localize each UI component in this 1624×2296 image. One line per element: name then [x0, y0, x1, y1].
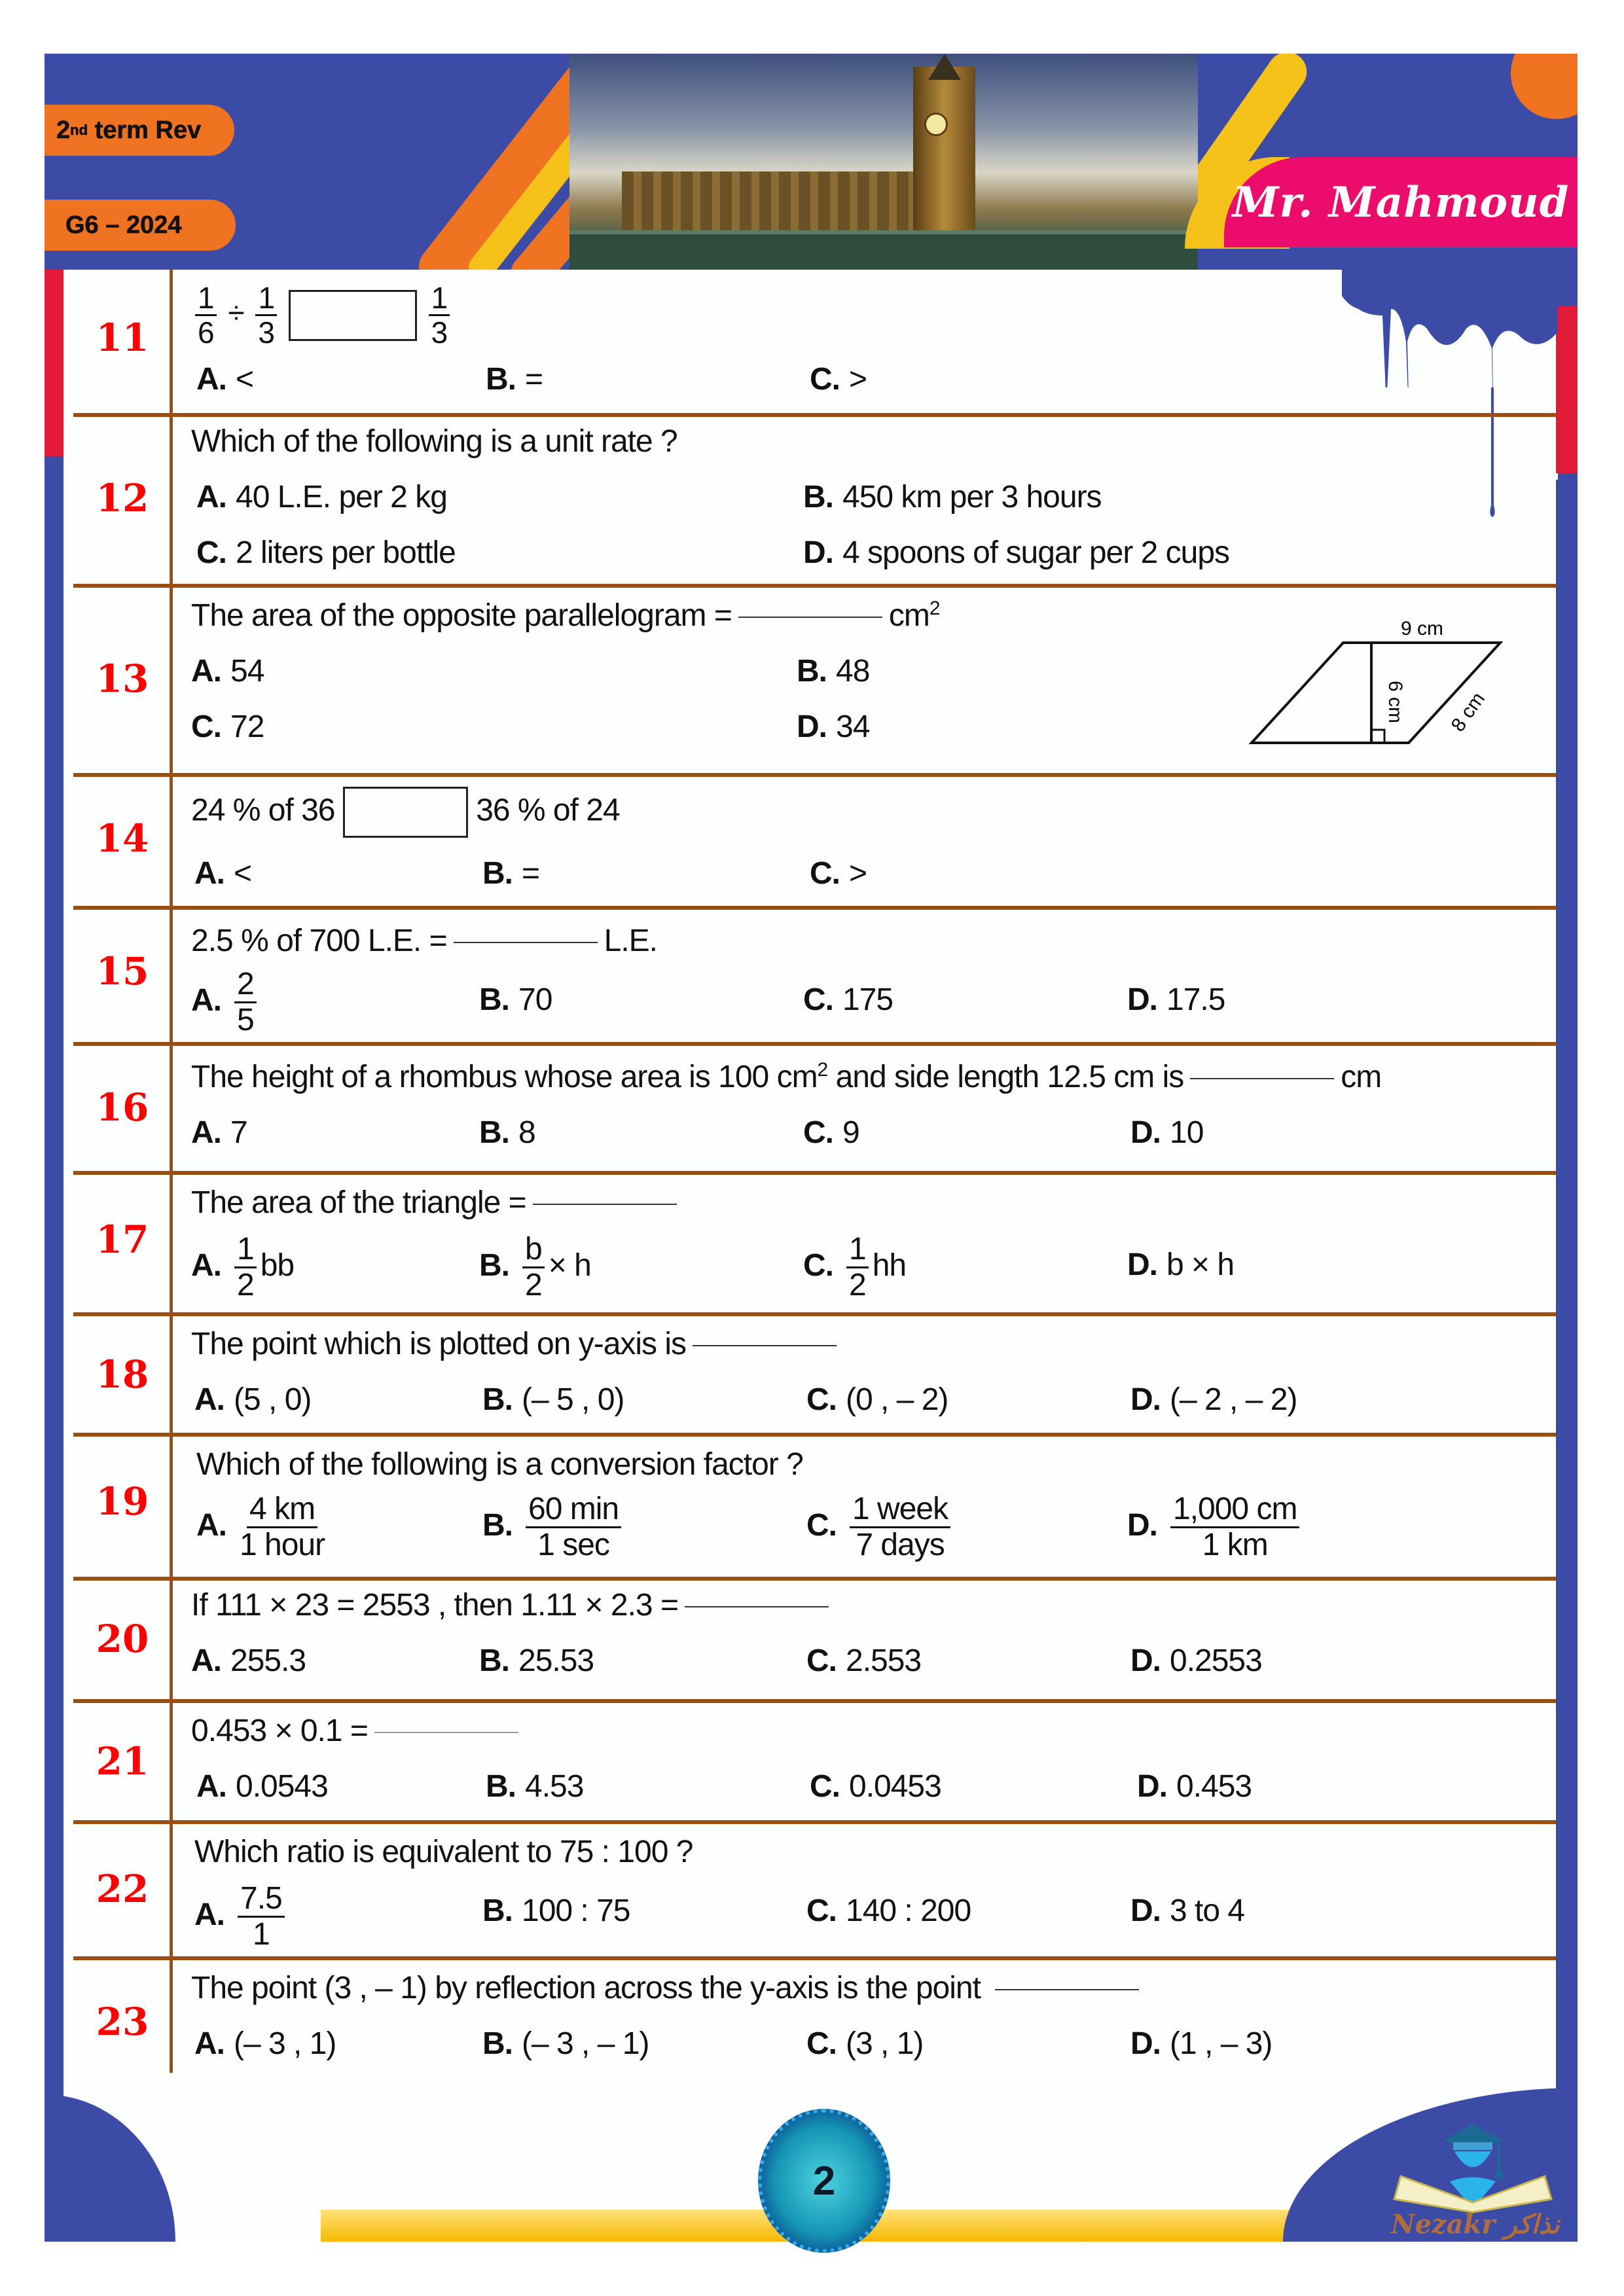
denominator: 5 — [237, 1003, 254, 1037]
numerator: 4 km — [247, 1494, 317, 1528]
question-row-18 — [73, 1313, 1556, 1433]
teacher-name-banner — [1224, 157, 1578, 247]
page-number: 2 — [812, 2158, 836, 2204]
question-stem — [191, 598, 940, 634]
option-d[interactable] — [1130, 2026, 1272, 2062]
option-letter: C. — [803, 1115, 833, 1150]
clock-face-icon — [924, 113, 948, 136]
option-text: 4.53 — [525, 1769, 584, 1804]
option-b[interactable] — [482, 1382, 624, 1418]
fraction — [238, 1883, 285, 1950]
option-c[interactable] — [803, 1115, 859, 1151]
option-c[interactable] — [806, 1643, 921, 1679]
stem-text: and side length 12.5 cm is — [827, 1060, 1184, 1094]
stem-text: The area of the triangle = — [191, 1185, 526, 1220]
answer-box[interactable] — [343, 787, 468, 838]
question-row-15 — [73, 906, 1556, 1043]
option-b[interactable] — [479, 1234, 591, 1301]
denominator: 2 — [237, 1268, 254, 1302]
left-bar-red — [45, 270, 63, 456]
question-row-17 — [73, 1172, 1556, 1313]
answer-blank[interactable] — [1190, 1078, 1334, 1079]
numerator: 1 week — [850, 1494, 950, 1528]
option-letter: C. — [196, 535, 226, 570]
fraction — [1170, 1494, 1299, 1561]
term-label-badge — [45, 105, 234, 156]
option-text: 4 spoons of sugar per 2 cups — [842, 535, 1230, 570]
question-stem — [191, 1713, 525, 1749]
option-c[interactable] — [806, 2026, 923, 2062]
option-text: b × h — [1166, 1247, 1235, 1282]
option-d[interactable] — [1127, 1494, 1303, 1561]
option-letter: C. — [803, 1248, 833, 1283]
question-stem — [191, 787, 620, 838]
denominator: 6 — [198, 315, 214, 350]
base-label: 9 cm — [1401, 618, 1444, 639]
option-text: > — [849, 856, 867, 891]
option-letter: A. — [196, 1769, 226, 1804]
option-c[interactable] — [806, 1494, 954, 1561]
stem-text: The point which is plotted on y-axis is — [191, 1327, 687, 1361]
option-c[interactable] — [806, 1382, 948, 1418]
question-stem: Which of the following is a conversion factor ? — [196, 1447, 803, 1482]
fraction — [846, 1234, 869, 1301]
denominator: 2 — [525, 1268, 542, 1302]
numerator: 1 — [429, 283, 450, 316]
fraction — [255, 283, 277, 348]
option-b[interactable] — [482, 855, 539, 891]
option-text: = — [525, 362, 543, 397]
option-c[interactable] — [806, 1893, 971, 1929]
option-c[interactable] — [810, 855, 867, 891]
option-text: < — [234, 856, 252, 891]
option-letter: D. — [1127, 1247, 1157, 1282]
option-letter: C. — [806, 1382, 837, 1417]
option-letter: B. — [479, 1643, 509, 1678]
fraction — [240, 1494, 325, 1561]
option-d[interactable] — [1127, 1247, 1234, 1283]
denominator: 7 days — [856, 1528, 945, 1562]
answer-blank[interactable] — [533, 1204, 677, 1205]
option-text: 70 — [518, 982, 552, 1017]
option-text: 2.553 — [846, 1643, 922, 1678]
option-c[interactable] — [810, 361, 867, 397]
option-letter: A. — [191, 1248, 221, 1283]
option-letter: D. — [1130, 1893, 1161, 1928]
option-letter: C. — [810, 1769, 840, 1804]
option-b[interactable] — [797, 653, 869, 689]
option-letter: B. — [479, 1248, 509, 1283]
question-row-14 — [73, 774, 1556, 906]
stem-left: 24 % of 36 — [191, 793, 335, 828]
option-letter: A. — [191, 1643, 221, 1678]
option-b[interactable] — [486, 1768, 583, 1804]
option-letter: C. — [806, 1893, 837, 1928]
option-letter: B. — [797, 654, 827, 689]
question-stem — [191, 1326, 843, 1362]
unit: cm — [1341, 1060, 1382, 1094]
answer-blank[interactable] — [995, 1989, 1139, 1990]
option-letter: C. — [806, 1643, 837, 1678]
question-stem — [191, 1587, 835, 1623]
question-number: 20 — [96, 1617, 149, 1661]
option-a[interactable] — [196, 361, 253, 397]
option-text: hh — [872, 1248, 907, 1283]
question-row-22 — [73, 1821, 1556, 1957]
option-a[interactable] — [191, 1115, 247, 1151]
question-number: 18 — [96, 1352, 149, 1397]
option-letter: D. — [797, 709, 827, 744]
nezakr-logo-text: Nezakr نذاكر — [1391, 2209, 1560, 2240]
option-text: (0 , – 2) — [846, 1382, 948, 1417]
option-letter: D. — [1137, 1769, 1167, 1804]
option-text: 0.2553 — [1170, 1643, 1262, 1678]
numerator: 2 — [234, 969, 257, 1003]
question-row-19 — [73, 1433, 1556, 1577]
numerator: 7.5 — [238, 1883, 285, 1918]
height-label: 6 cm — [1384, 681, 1406, 724]
option-d[interactable] — [797, 709, 869, 745]
option-text: 25.53 — [518, 1643, 594, 1678]
numerator: 1,000 cm — [1170, 1494, 1299, 1528]
option-letter: B. — [803, 480, 833, 514]
option-d[interactable] — [803, 535, 1229, 571]
option-text: 34 — [836, 709, 870, 744]
option-letter: B. — [482, 2026, 513, 2061]
question-row-20 — [73, 1577, 1556, 1700]
option-letter: A. — [191, 1115, 221, 1150]
option-text: (1 , – 3) — [1170, 2026, 1272, 2061]
stem-text: If 111 × 23 = 2553 , then 1.11 × 2.3 = — [191, 1588, 678, 1623]
question-stem — [191, 1185, 683, 1221]
question-stem — [191, 283, 454, 348]
denominator: 1 — [253, 1917, 270, 1952]
answer-box[interactable] — [289, 290, 417, 341]
option-text: 54 — [230, 654, 264, 689]
option-d[interactable] — [1137, 1768, 1252, 1804]
right-angle-marker — [1371, 730, 1384, 743]
numerator: 1 — [255, 283, 277, 316]
option-text: (– 5 , 0) — [522, 1382, 624, 1417]
option-text: 450 km per 3 hours — [842, 480, 1102, 514]
answer-blank[interactable] — [738, 617, 882, 618]
bridge — [569, 230, 1198, 270]
option-letter: A. — [194, 1382, 225, 1417]
answer-blank[interactable] — [693, 1345, 837, 1346]
term-suffix: nd — [70, 122, 88, 138]
question-stem — [191, 1059, 1381, 1095]
option-text: 72 — [230, 709, 264, 744]
fraction — [850, 1494, 950, 1561]
option-c[interactable] — [803, 982, 893, 1018]
option-letter: C. — [191, 709, 221, 744]
grade-label-badge — [45, 200, 236, 251]
option-text: 7 — [230, 1115, 247, 1150]
option-letter: C. — [810, 362, 840, 397]
stem-text: The height of a rhombus whose area is 100 cm — [191, 1060, 818, 1094]
option-text: 0.0543 — [236, 1769, 328, 1804]
option-letter: C. — [806, 1508, 837, 1543]
option-text: 48 — [836, 654, 870, 689]
denominator: 2 — [849, 1268, 866, 1302]
option-text: 140 : 200 — [846, 1893, 971, 1928]
right-bar-red — [1556, 306, 1578, 473]
option-text: (5 , 0) — [234, 1382, 312, 1417]
denominator: 1 hour — [240, 1528, 325, 1562]
option-letter: D. — [1130, 2026, 1161, 2061]
option-a[interactable] — [191, 969, 261, 1036]
option-text: (– 3 , 1) — [234, 2026, 336, 2061]
question-number: 16 — [96, 1085, 149, 1130]
parallelogram-diagram — [1211, 602, 1538, 753]
option-letter: A. — [196, 362, 226, 397]
fraction — [234, 969, 257, 1036]
answer-blank[interactable] — [685, 1606, 829, 1607]
answer-blank[interactable] — [454, 942, 598, 943]
option-letter: B. — [482, 1508, 513, 1543]
option-letter: B. — [479, 982, 509, 1017]
option-d[interactable] — [1127, 982, 1225, 1018]
fraction — [234, 1234, 257, 1301]
option-a[interactable] — [196, 479, 447, 515]
question-row-23 — [73, 1957, 1556, 2075]
fraction — [429, 283, 450, 348]
option-text: 10 — [1170, 1115, 1204, 1150]
option-d[interactable] — [1130, 1643, 1262, 1679]
option-letter: D. — [803, 535, 833, 570]
answer-blank[interactable] — [374, 1732, 518, 1733]
option-letter: A. — [194, 2026, 225, 2061]
fraction — [526, 1494, 621, 1561]
left-bar-blue — [45, 465, 63, 2242]
option-a[interactable] — [194, 2026, 336, 2062]
question-row-11 — [73, 270, 1556, 414]
question-stem: Which of the following is a unit rate ? — [191, 424, 677, 459]
question-number: 12 — [96, 476, 149, 520]
option-letter: B. — [482, 1893, 513, 1928]
option-c[interactable] — [191, 709, 264, 745]
option-a[interactable] — [196, 1494, 329, 1561]
option-text: 8 — [518, 1115, 535, 1150]
option-letter: B. — [486, 362, 516, 397]
option-letter: D. — [1127, 1508, 1157, 1543]
option-letter: A. — [194, 856, 225, 891]
option-text: 9 — [842, 1115, 859, 1150]
unit-exponent: 2 — [929, 598, 940, 619]
option-text: bb — [260, 1248, 295, 1283]
option-b[interactable] — [803, 479, 1102, 515]
option-b[interactable] — [479, 982, 552, 1018]
option-letter: B. — [482, 856, 513, 891]
option-letter: A. — [196, 1508, 226, 1543]
operator: ÷ — [228, 295, 244, 330]
option-letter: D. — [1130, 1115, 1161, 1150]
question-number: 23 — [96, 2000, 149, 2044]
option-c[interactable] — [196, 535, 456, 571]
option-letter: C. — [810, 856, 840, 891]
option-text: < — [236, 362, 254, 397]
option-letter: B. — [479, 1115, 509, 1150]
option-b[interactable] — [482, 2026, 649, 2062]
option-text: > — [849, 362, 867, 397]
question-row-12 — [73, 414, 1556, 584]
option-c[interactable] — [810, 1768, 941, 1804]
option-letter: D. — [1130, 1643, 1161, 1678]
term-text: term Rev — [88, 116, 202, 144]
option-letter: A. — [196, 480, 226, 514]
question-row-16 — [73, 1043, 1556, 1172]
option-letter: A. — [191, 654, 221, 689]
numerator: 1 — [195, 283, 217, 316]
option-d[interactable] — [1130, 1893, 1244, 1929]
option-text: 17.5 — [1166, 982, 1225, 1017]
option-b[interactable] — [482, 1893, 630, 1929]
option-text: 255.3 — [230, 1643, 306, 1678]
question-number: 21 — [96, 1739, 149, 1784]
stem-text: The area of the opposite parallelogram = — [191, 598, 732, 633]
paint-splash-orange — [1511, 54, 1578, 119]
option-d[interactable] — [1130, 1115, 1203, 1151]
denominator: 1 sec — [537, 1528, 609, 1562]
question-number: 19 — [96, 1479, 149, 1524]
question-row-21 — [73, 1700, 1556, 1821]
question-number: 15 — [96, 949, 149, 994]
option-letter: B. — [486, 1769, 516, 1804]
option-b[interactable] — [479, 1643, 594, 1679]
question-stem: Which ratio is equivalent to 75 : 100 ? — [194, 1835, 693, 1869]
clock-tower-spire — [928, 54, 961, 80]
option-text: × h — [548, 1248, 591, 1283]
option-text: (3 , 1) — [846, 2026, 924, 2061]
option-letter: C. — [806, 2026, 837, 2061]
option-text: 0.453 — [1176, 1769, 1252, 1804]
option-text: 2 liters per bottle — [236, 535, 456, 570]
question-number: 14 — [96, 816, 149, 861]
denominator: 1 km — [1202, 1528, 1268, 1562]
option-a[interactable] — [191, 1643, 306, 1679]
question-number: 11 — [96, 315, 149, 360]
option-letter: D. — [1130, 1382, 1161, 1417]
term-number: 2 — [56, 116, 71, 144]
right-bar-blue — [1556, 480, 1578, 2242]
option-a[interactable] — [196, 1768, 328, 1804]
page-number-badge — [758, 2109, 890, 2253]
option-letter: C. — [803, 982, 833, 1017]
teacher-name: Mr. Mahmoud — [1232, 177, 1570, 227]
option-a[interactable] — [194, 1883, 289, 1950]
option-b[interactable] — [479, 1115, 535, 1151]
option-c[interactable] — [803, 1234, 906, 1301]
option-text: 40 L.E. per 2 kg — [236, 480, 447, 514]
option-text: 0.0453 — [849, 1769, 941, 1804]
fraction — [195, 283, 217, 348]
numerator: 1 — [234, 1234, 257, 1268]
exponent: 2 — [817, 1059, 828, 1081]
unit: L.E. — [604, 924, 658, 958]
option-b[interactable] — [486, 361, 543, 397]
fraction — [522, 1234, 545, 1301]
option-letter: A. — [194, 1897, 225, 1933]
question-number: 13 — [96, 656, 149, 701]
option-text: = — [522, 856, 540, 891]
numerator: b — [522, 1234, 545, 1268]
unit: cm — [888, 598, 929, 633]
option-a[interactable] — [194, 1382, 311, 1418]
option-text: 100 : 75 — [522, 1893, 630, 1928]
option-a[interactable] — [191, 653, 264, 689]
option-a[interactable] — [194, 855, 251, 891]
numerator: 60 min — [526, 1494, 621, 1528]
option-letter: D. — [1127, 982, 1157, 1017]
stem-text: 0.453 × 0.1 = — [191, 1713, 368, 1748]
question-number: 22 — [96, 1867, 149, 1911]
denominator: 3 — [431, 315, 448, 350]
option-a[interactable] — [191, 1234, 294, 1301]
denominator: 3 — [258, 315, 274, 350]
option-text: (– 2 , – 2) — [1170, 1382, 1297, 1417]
option-text: (– 3 , – 1) — [522, 2026, 649, 2061]
big-ben-photo — [569, 54, 1198, 270]
option-text: 3 to 4 — [1170, 1893, 1245, 1928]
question-stem — [191, 923, 657, 959]
option-d[interactable] — [1130, 1382, 1297, 1418]
question-stem — [191, 1970, 1146, 2006]
numerator: 1 — [846, 1234, 869, 1268]
option-letter: B. — [482, 1382, 513, 1417]
option-letter: A. — [191, 983, 221, 1018]
stem-text: The point (3 , – 1) by reflection across the y-axis is the point — [191, 1971, 981, 2005]
question-number: 17 — [96, 1217, 149, 1262]
grade-text: G6 – 2024 — [65, 211, 182, 239]
stem-text: 2.5 % of 700 L.E. = — [191, 924, 447, 958]
stem-right: 36 % of 24 — [476, 793, 620, 828]
side-label: 8 cm — [1447, 688, 1490, 736]
option-text: 175 — [842, 982, 893, 1017]
option-b[interactable] — [482, 1494, 625, 1561]
